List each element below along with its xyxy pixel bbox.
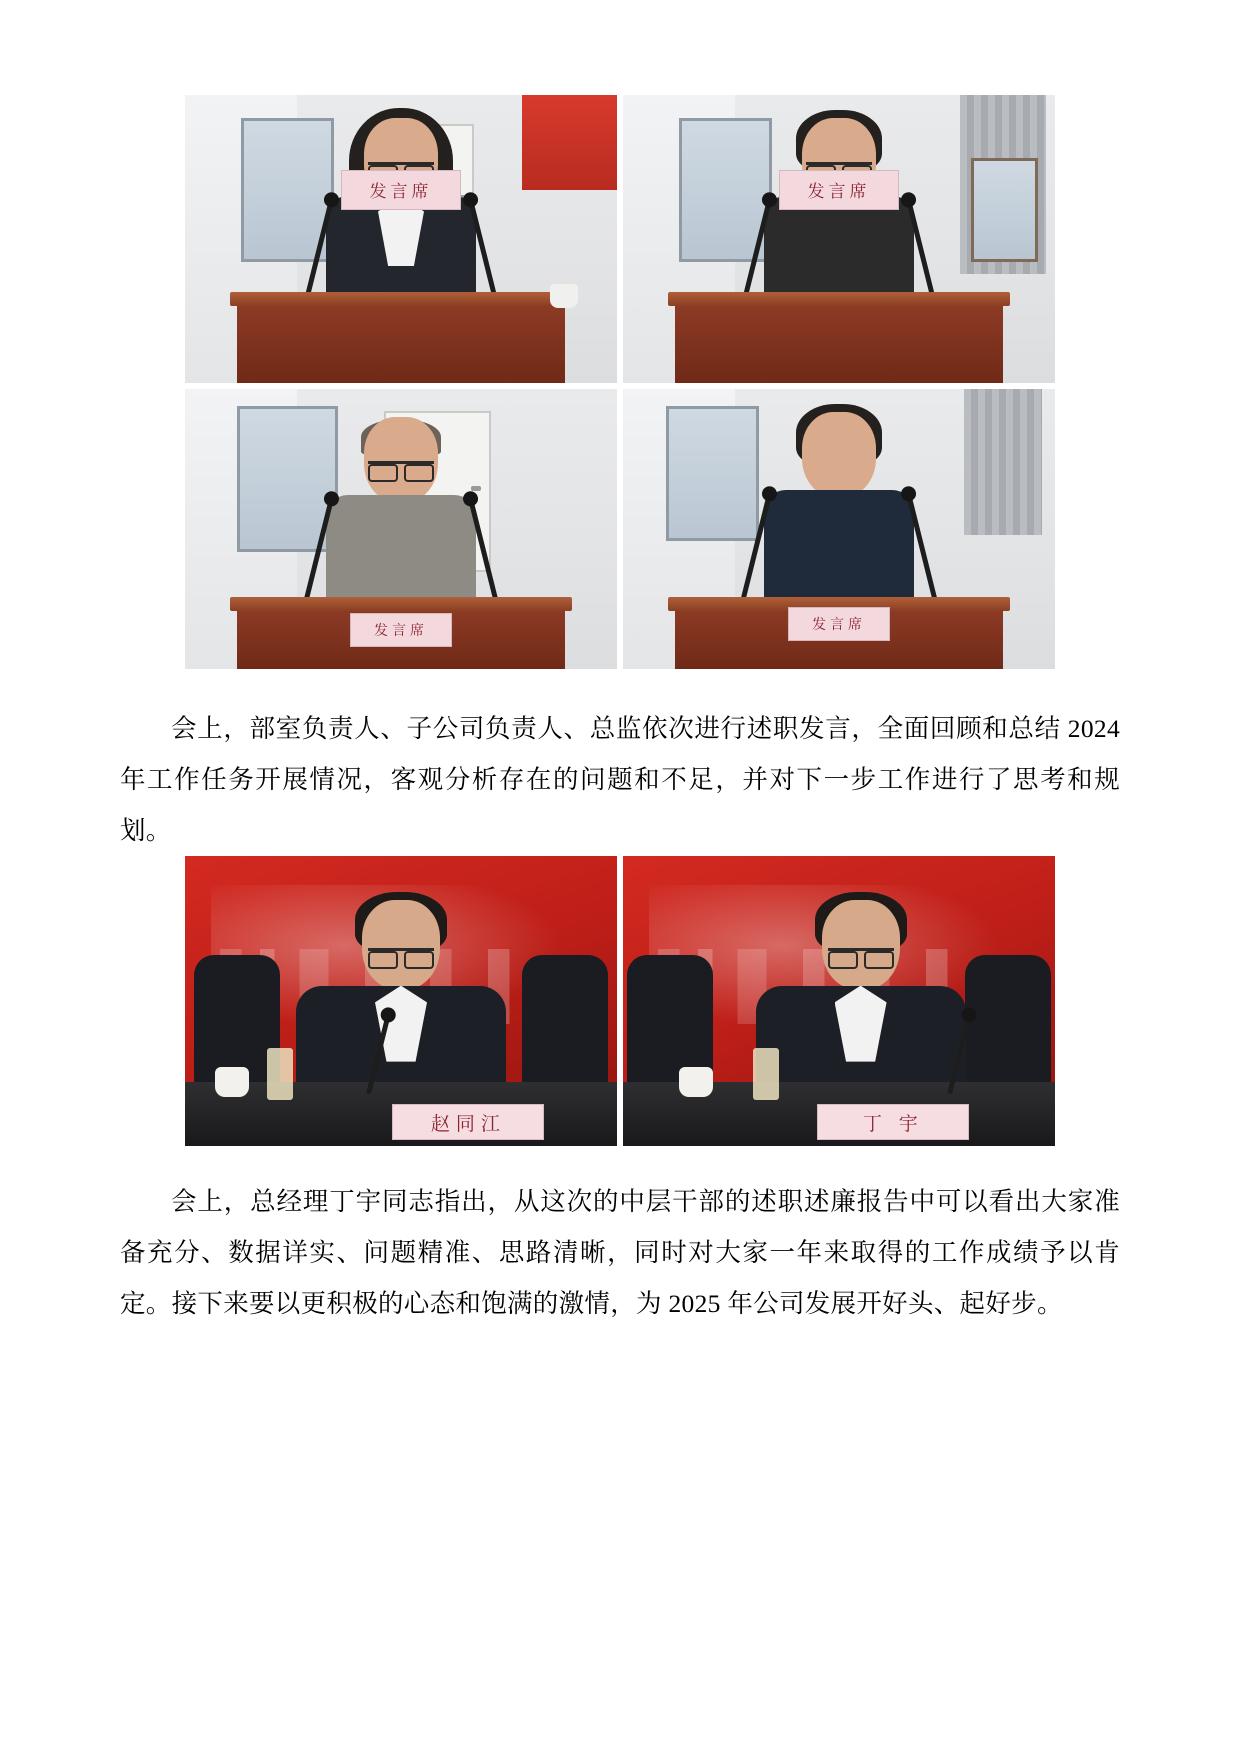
red-banner — [522, 95, 617, 190]
window-frame — [971, 158, 1037, 262]
photo-zhao-tongjiang — [185, 856, 617, 1146]
head — [362, 900, 440, 990]
glasses-icon — [368, 948, 434, 965]
banner-text — [522, 95, 617, 190]
photo-speaker-4 — [623, 389, 1055, 669]
speaker-figure — [326, 417, 476, 607]
head — [822, 900, 900, 990]
curtain — [964, 389, 1042, 535]
speaker-sign: 发言席 — [350, 613, 452, 647]
photo-speaker-2 — [623, 95, 1055, 383]
speaker-sign: 发言席 — [779, 170, 899, 210]
nameplate: 丁 宇 — [817, 1104, 969, 1140]
water-glass — [267, 1048, 293, 1100]
speaker-sign: 发言席 — [788, 607, 890, 641]
seated-person — [296, 900, 506, 1100]
teacup — [679, 1067, 713, 1097]
paragraph-2: 会上，总经理丁宇同志指出，从这次的中层干部的述职述廉报告中可以看出大家准备充分、数据详实、问题精准、思路清晰，同时对大家一年来取得的工作成绩予以肯定。接下来要以更积极的心态和饱满的激情，为 2025 年公司发展开好头、起好步。 — [120, 1187, 1120, 1318]
window — [666, 406, 758, 541]
cup — [550, 284, 578, 308]
glasses-icon — [828, 948, 894, 965]
photo-grid — [185, 95, 1055, 669]
photo-speaker-3 — [185, 389, 617, 669]
glasses-icon — [368, 461, 434, 478]
water-glass — [753, 1048, 779, 1100]
photo-speaker-1 — [185, 95, 617, 383]
paragraph-1: 会上，部室负责人、子公司负责人、总监依次进行述职发言，全面回顾和总结 2024 年工作任务开展情况，客观分析存在的问题和不足，并对下一步工作进行了思考和规划。 — [120, 714, 1120, 845]
speaker-figure — [764, 118, 914, 308]
speaker-figure — [326, 118, 476, 308]
seated-person — [756, 900, 966, 1100]
head — [802, 412, 876, 498]
nameplate: 赵同江 — [392, 1104, 544, 1140]
teacup — [215, 1067, 249, 1097]
podium — [237, 295, 565, 383]
head — [364, 417, 438, 503]
photo-ding-yu — [623, 856, 1055, 1146]
speaker-sign: 发言席 — [341, 170, 461, 210]
speaker-figure — [764, 412, 914, 602]
photo-pair — [185, 856, 1055, 1146]
podium — [675, 295, 1003, 383]
